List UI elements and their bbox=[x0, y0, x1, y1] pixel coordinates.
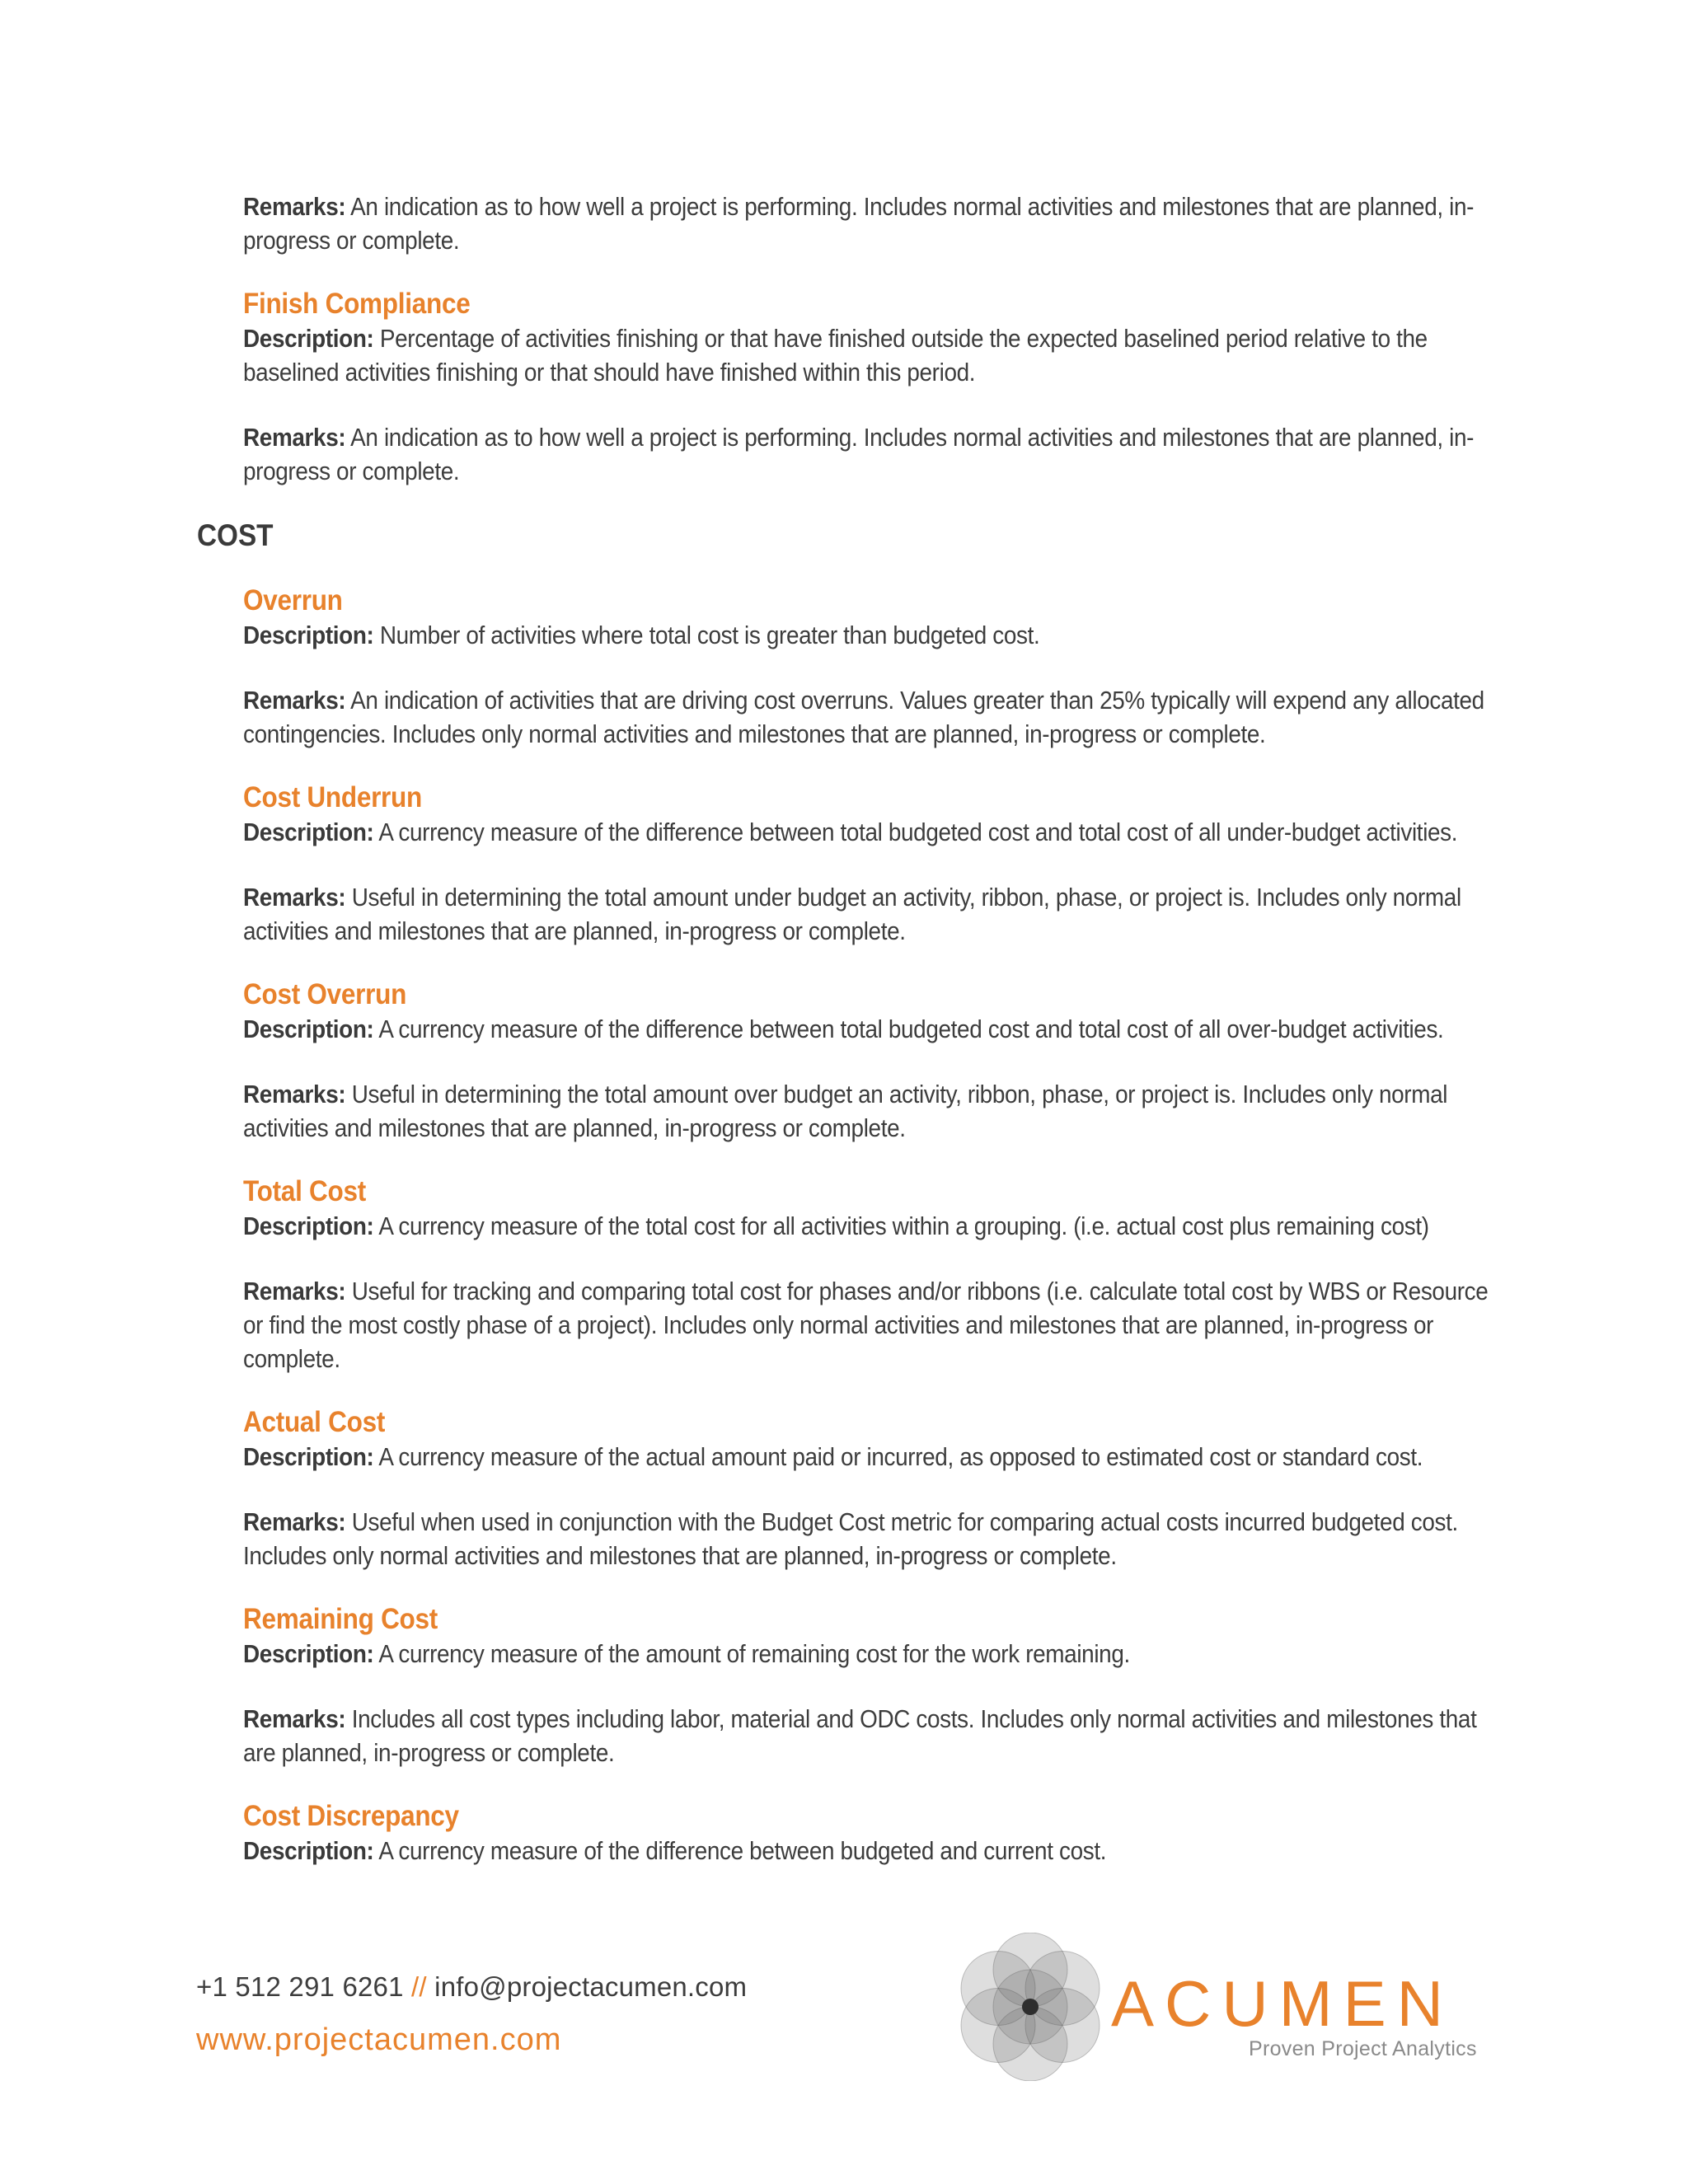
metric-description bbox=[243, 1209, 1497, 1243]
remarks-text: Includes all cost types including labor, material and ODC costs. Includes only normal activities and milestones that are planned, in-progress or complete. bbox=[243, 1704, 1477, 1767]
description-text: Percentage of activities finishing or that have finished outside the expected baselined period relative to the baselined activities finishing or that should have finished within this period. bbox=[243, 324, 1428, 387]
remarks-text: Useful in determining the total amount over budget an activity, ribbon, phase, or project is. Includes only normal activities and milestones that are planned, in-progress or complete. bbox=[243, 1080, 1448, 1142]
remarks-label: Remarks: bbox=[243, 1277, 346, 1305]
metric-description bbox=[243, 1440, 1497, 1474]
metric-description bbox=[243, 1637, 1497, 1671]
metric-title-overrun: Overrun bbox=[243, 584, 343, 616]
metric-remarks bbox=[243, 1274, 1497, 1376]
remarks-text: Useful in determining the total amount under budget an activity, ribbon, phase, or project is. Includes only normal activities and milestones that are planned, in-progress or complete. bbox=[243, 883, 1461, 945]
remarks-label: Remarks: bbox=[243, 883, 346, 912]
metric-description bbox=[243, 618, 1497, 652]
section-heading-cost: COST bbox=[197, 518, 274, 552]
description-text: A currency measure of the difference between budgeted and current cost. bbox=[378, 1836, 1107, 1865]
description-text: A currency measure of the difference between total budgeted cost and total cost of all under-budget activities. bbox=[378, 818, 1458, 846]
description-label: Description: bbox=[243, 1639, 374, 1668]
remarks-text: An indication of activities that are driving cost overruns. Values greater than 25% typically will expend any allocated contingencies. Includes only normal activities and milestones that are planned, in-progress or complete. bbox=[243, 686, 1484, 748]
description-text: A currency measure of the total cost for all activities within a grouping. (i.e. actual cost plus remaining cost) bbox=[378, 1212, 1429, 1240]
metric-title-total-cost: Total Cost bbox=[243, 1175, 366, 1207]
metric-description bbox=[243, 815, 1497, 849]
remarks-label: Remarks: bbox=[243, 192, 346, 221]
description-text: A currency measure of the amount of remaining cost for the work remaining. bbox=[378, 1639, 1130, 1668]
remarks-label: Remarks: bbox=[243, 423, 346, 452]
metric-title-remaining-cost: Remaining Cost bbox=[243, 1603, 438, 1635]
brand-wordmark: ACUMEN bbox=[1111, 1967, 1455, 2040]
metric-title-cost-discrepancy: Cost Discrepancy bbox=[243, 1800, 459, 1832]
metric-title-finish-compliance: Finish Compliance bbox=[243, 288, 471, 320]
document-body bbox=[197, 190, 1496, 1868]
remarks-label: Remarks: bbox=[243, 1080, 346, 1108]
description-label: Description: bbox=[243, 1442, 374, 1471]
description-text: A currency measure of the difference between total budgeted cost and total cost of all over-budget activities. bbox=[378, 1015, 1444, 1043]
description-label: Description: bbox=[243, 621, 374, 649]
metric-remarks bbox=[243, 880, 1497, 948]
metric-remarks bbox=[243, 1077, 1497, 1145]
intro-remarks bbox=[243, 190, 1497, 257]
metric-description bbox=[243, 1012, 1497, 1046]
remarks-text: An indication as to how well a project is performing. Includes normal activities and milestones that are planned, in-progress or complete. bbox=[243, 423, 1475, 485]
description-label: Description: bbox=[243, 1015, 374, 1043]
website-link[interactable]: www.projectacumen.com bbox=[196, 2022, 562, 2057]
remarks-text: Useful when used in conjunction with the Budget Cost metric for comparing actual costs incurred budgeted cost. Includes only normal activities and milestones that are planned, in-progress or complete. bbox=[243, 1507, 1458, 1570]
remarks-label: Remarks: bbox=[243, 1704, 346, 1733]
phone-number[interactable]: +1 512 291 6261 bbox=[196, 1971, 404, 2002]
finish-compliance-remarks bbox=[243, 420, 1497, 488]
remarks-label: Remarks: bbox=[243, 1507, 346, 1536]
metric-title-actual-cost: Actual Cost bbox=[243, 1406, 386, 1438]
metric-title-cost-underrun: Cost Underrun bbox=[243, 781, 422, 813]
remarks-text: Useful for tracking and comparing total cost for phases and/or ribbons (i.e. calculate total cost by WBS or Resource or find the most costly phase of a project). Includes only normal activities and milestones that are planned, in-progress or complete. bbox=[243, 1277, 1489, 1373]
metric-description bbox=[243, 1834, 1497, 1868]
acumen-flower-logo-icon bbox=[956, 1933, 1104, 2081]
metric-title-cost-overrun: Cost Overrun bbox=[243, 978, 407, 1010]
description-label: Description: bbox=[243, 1836, 374, 1865]
finish-compliance-description bbox=[243, 321, 1497, 389]
metric-remarks bbox=[243, 1702, 1497, 1769]
description-label: Description: bbox=[243, 324, 374, 353]
brand-tagline: Proven Project Analytics bbox=[1249, 2037, 1477, 2060]
contact-separator: // bbox=[411, 1971, 427, 2002]
metric-remarks bbox=[243, 1505, 1497, 1572]
remarks-label: Remarks: bbox=[243, 686, 346, 715]
email-link[interactable]: info@projectacumen.com bbox=[434, 1971, 748, 2002]
description-label: Description: bbox=[243, 1212, 374, 1240]
remarks-text: An indication as to how well a project is performing. Includes normal activities and milestones that are planned, in-progress or complete. bbox=[243, 192, 1475, 255]
metric-remarks bbox=[243, 683, 1497, 751]
footer-contact bbox=[196, 1971, 747, 2003]
description-label: Description: bbox=[243, 818, 374, 846]
description-text: Number of activities where total cost is greater than budgeted cost. bbox=[379, 621, 1040, 649]
description-text: A currency measure of the actual amount paid or incurred, as opposed to estimated cost or standard cost. bbox=[378, 1442, 1423, 1471]
